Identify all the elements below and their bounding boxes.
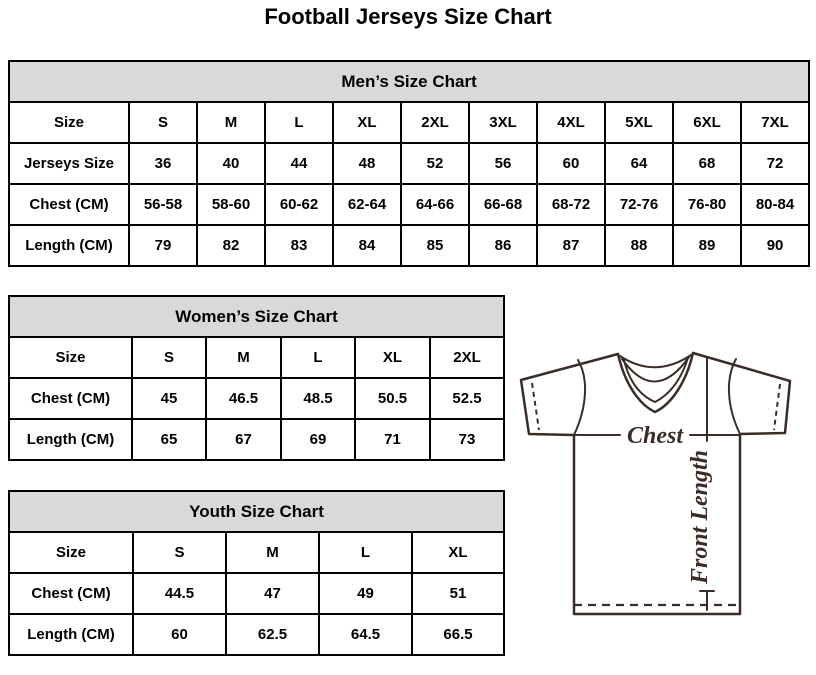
cell: 89 [673, 225, 741, 266]
row-header-cell: Size [9, 337, 132, 378]
youth-size-table [8, 490, 505, 656]
cell: 66.5 [412, 614, 504, 655]
row-header-cell: Length (CM) [9, 225, 129, 266]
cell: 46.5 [206, 378, 281, 419]
row-header-cell: Chest (CM) [9, 184, 129, 225]
cell: 73 [430, 419, 504, 460]
cell: XL [333, 102, 401, 143]
cell: 84 [333, 225, 401, 266]
table-row [9, 296, 504, 337]
cell: 65 [132, 419, 206, 460]
front-length-label: Front Length [687, 449, 713, 585]
cell: 50.5 [355, 378, 430, 419]
row-header-cell: Size [9, 102, 129, 143]
table-row [9, 491, 504, 532]
cell: 88 [605, 225, 673, 266]
cell: 49 [319, 573, 412, 614]
cell: 87 [537, 225, 605, 266]
cell: 48 [333, 143, 401, 184]
cell: 64.5 [319, 614, 412, 655]
cell: 2XL [401, 102, 469, 143]
cell: 68 [673, 143, 741, 184]
cell: 58-60 [197, 184, 265, 225]
table-row [9, 337, 504, 378]
mens-size-table [8, 60, 810, 267]
jersey-left-armhole-seam [574, 360, 585, 435]
table-row [9, 419, 504, 460]
cell: 56 [469, 143, 537, 184]
cell: 79 [129, 225, 197, 266]
cell: M [226, 532, 319, 573]
row-header-cell: Length (CM) [9, 614, 133, 655]
jersey-left-cuff-stitch [532, 383, 539, 430]
womens-table-title: Women’s Size Chart [9, 296, 504, 337]
table-row [9, 573, 504, 614]
cell: 80-84 [741, 184, 809, 225]
cell: 44 [265, 143, 333, 184]
cell: 52 [401, 143, 469, 184]
jersey-collar-inner-v [624, 358, 688, 402]
cell: 86 [469, 225, 537, 266]
cell: L [319, 532, 412, 573]
jersey-diagram [508, 333, 808, 668]
row-header-cell: Size [9, 532, 133, 573]
jersey-right-armhole-seam [729, 359, 740, 434]
cell: 68-72 [537, 184, 605, 225]
cell: S [133, 532, 226, 573]
mens-table-title: Men’s Size Chart [9, 61, 809, 102]
table-row [9, 378, 504, 419]
cell: 60 [537, 143, 605, 184]
cell: 62.5 [226, 614, 319, 655]
womens-size-table [8, 295, 505, 461]
cell: 40 [197, 143, 265, 184]
cell: 60-62 [265, 184, 333, 225]
cell: 72-76 [605, 184, 673, 225]
cell: 48.5 [281, 378, 355, 419]
cell: M [206, 337, 281, 378]
cell: 72 [741, 143, 809, 184]
cell: 52.5 [430, 378, 504, 419]
cell: 7XL [741, 102, 809, 143]
cell: 85 [401, 225, 469, 266]
cell: 64 [605, 143, 673, 184]
cell: 90 [741, 225, 809, 266]
cell: XL [355, 337, 430, 378]
cell: 2XL [430, 337, 504, 378]
cell: 5XL [605, 102, 673, 143]
jersey-body-outline [574, 435, 740, 614]
cell: 6XL [673, 102, 741, 143]
cell: 56-58 [129, 184, 197, 225]
cell: 62-64 [333, 184, 401, 225]
table-row [9, 61, 809, 102]
cell: 76-80 [673, 184, 741, 225]
cell: 36 [129, 143, 197, 184]
cell: 4XL [537, 102, 605, 143]
page-title: Football Jerseys Size Chart [264, 4, 552, 29]
chest-label: Chest [626, 423, 684, 449]
cell: S [132, 337, 206, 378]
cell: 64-66 [401, 184, 469, 225]
cell: 69 [281, 419, 355, 460]
cell: L [281, 337, 355, 378]
row-header-cell: Chest (CM) [9, 378, 132, 419]
table-row [9, 184, 809, 225]
cell: 3XL [469, 102, 537, 143]
jersey-left-sleeve [521, 354, 618, 435]
table-row [9, 532, 504, 573]
cell: 66-68 [469, 184, 537, 225]
cell: 83 [265, 225, 333, 266]
cell: XL [412, 532, 504, 573]
row-header-cell: Chest (CM) [9, 573, 133, 614]
jersey-right-cuff-stitch [774, 384, 780, 430]
cell: 47 [226, 573, 319, 614]
cell: M [197, 102, 265, 143]
cell: 45 [132, 378, 206, 419]
youth-table-title: Youth Size Chart [9, 491, 504, 532]
row-header-cell: Length (CM) [9, 419, 132, 460]
cell: 44.5 [133, 573, 226, 614]
table-row [9, 102, 809, 143]
cell: 71 [355, 419, 430, 460]
row-header-cell: Jerseys Size [9, 143, 129, 184]
cell: 60 [133, 614, 226, 655]
jersey-collar-back-arc-top [620, 355, 691, 367]
cell: 82 [197, 225, 265, 266]
table-row [9, 225, 809, 266]
cell: 51 [412, 573, 504, 614]
cell: 67 [206, 419, 281, 460]
cell: L [265, 102, 333, 143]
table-row [9, 614, 504, 655]
table-row [9, 143, 809, 184]
cell: S [129, 102, 197, 143]
